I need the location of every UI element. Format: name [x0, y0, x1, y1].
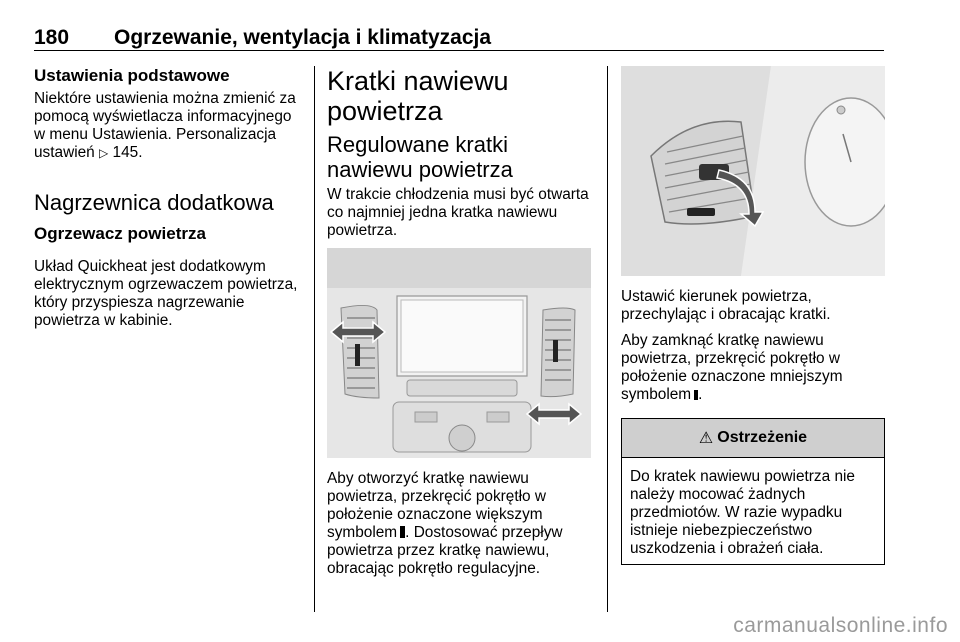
close-vent-end: . [698, 386, 703, 403]
cooling-text: W trakcie chłodzenia musi być otwarta co najmniej jedna kratka nawiewu powietrza. [327, 186, 589, 239]
column-divider [314, 66, 315, 612]
direction-text: Ustawić kierunek powietrza, przechylając i obracając kratki. [621, 288, 831, 323]
dashboard-vents-illustration [327, 248, 591, 458]
adjustable-vents-heading: Regulowane kratki nawiewu powietrza [327, 132, 513, 182]
warning-body [622, 458, 884, 564]
air-heater-heading: Ogrzewacz powietrza [34, 224, 206, 243]
warning-box [621, 418, 885, 565]
warning-title: Ostrzeżenie [717, 429, 808, 446]
aux-heater-heading: Nagrzewnica dodatkowa [34, 190, 274, 215]
column-3 [621, 66, 885, 565]
watermark: carmanualsonline.info [733, 614, 948, 637]
vent-closeup-figure [621, 66, 885, 276]
dashboard-vents-figure [327, 248, 591, 458]
column-1 [34, 66, 302, 338]
close-vent-body: Aby zamknąć kratkę nawiewu powietrza, przekręcić pokrętło w położenie oznaczone mniejszym symbolem [621, 332, 843, 403]
warning-text: Do kratek nawiewu powietrza nie należy mocować żadnych przedmiotów. W razie wypadku istnieje niebezpieczeństwo uszkodzenia i obrażeń ciała. [630, 468, 855, 557]
open-vent-body: Aby otworzyć kratkę nawiewu powietrza, przekręcić pokrętło w położenie oznaczone większym symbolem [327, 470, 546, 541]
flow-adjust-body: . Dostosować przepływ powietrza przez kratkę nawiewu, obracając pokrętło regulacyjne. [327, 524, 563, 577]
reference-triangle-icon: ▷ [99, 146, 109, 160]
vent-closeup-illustration [621, 66, 885, 276]
basic-settings-text [34, 90, 302, 162]
basic-settings-body: Niektóre ustawienia można zmienić za pomocą wyświetlacza informacyjnego w menu Ustawienia. Personalizacja ustawień [34, 90, 296, 161]
page-header [34, 14, 884, 51]
column-2 [327, 66, 593, 586]
warning-header [622, 419, 884, 458]
reference-page: 145. [112, 144, 143, 161]
open-vent-text [327, 470, 593, 578]
air-vents-heading: Kratki nawiewu powietrza [327, 66, 509, 126]
chapter-title: Ogrzewanie, wentylacja i klimatyzacja [114, 26, 492, 49]
close-vent-text [621, 332, 885, 404]
basic-settings-heading: Ustawienia podstawowe [34, 66, 230, 85]
warning-triangle-icon: ⚠ [698, 430, 714, 447]
page-number: 180 [34, 26, 70, 49]
column-divider [607, 66, 608, 612]
air-heater-text: Układ Quickheat jest dodatkowym elektrycznym ogrzewaczem powietrza, który przyspiesza nagrzewanie powietrza w kabinie. [34, 258, 298, 329]
